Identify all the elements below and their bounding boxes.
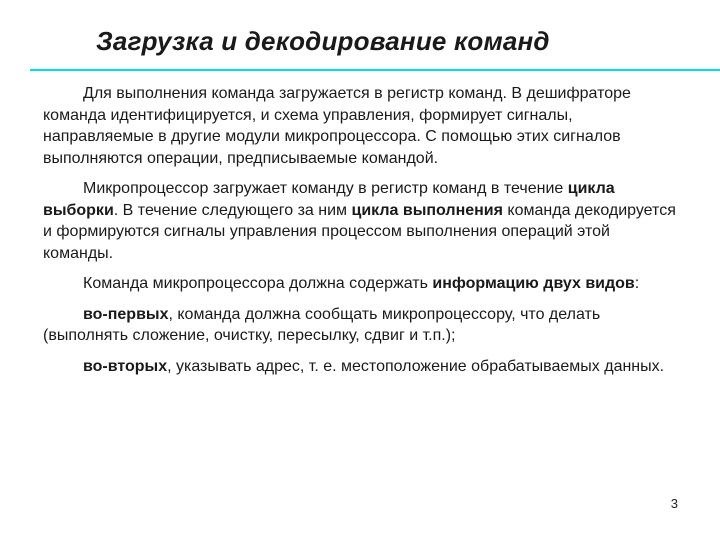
slide-title: Загрузка и декодирование команд <box>96 26 550 56</box>
paragraph-text: Для выполнения команда загружается в регистр команд. В дешифраторе команда идентифицируется, и схема управления, формирует сигналы, направляемые в другие модули микропроцессора. С помощью этих сигналов выполняются операции, предписываемые командой. <box>43 85 631 167</box>
term-two-kinds-info: информацию двух видов <box>432 275 635 292</box>
term-second: во-вторых <box>83 357 168 375</box>
paragraph-text: : <box>634 275 640 292</box>
term-first: во-первых <box>83 305 169 323</box>
page-number: 3 <box>670 496 678 511</box>
term-execute-cycle: цикла выполнения <box>351 201 503 219</box>
paragraph-first-kind <box>43 304 683 347</box>
paragraph-text: Команда микропроцессора должна содержать <box>83 275 433 292</box>
paragraph-text: . В течение следующего за ним <box>113 201 352 219</box>
paragraph-text: Микропроцессор загружает команду в регистр команд в течение <box>83 180 568 197</box>
paragraph-text: команда декодируется и формируются сигналы управления процессом выполнения операций этой команды. <box>43 201 676 262</box>
paragraph-text: , команда должна сообщать микропроцессору, что делать (выполнять сложение, очистку, пересылку, сдвиг и т.п.); <box>43 305 601 344</box>
slide-body <box>43 83 683 386</box>
paragraph-instruction-info <box>43 273 683 295</box>
paragraph-fetch-execute-cycles <box>43 178 683 264</box>
paragraph-second-kind <box>43 356 683 378</box>
paragraph-instruction-loading <box>43 83 683 169</box>
title-underline <box>30 69 720 71</box>
term-fetch-cycle: цикла выборки <box>43 180 615 219</box>
paragraph-text: , указывать адрес, т. е. местоположение обрабатываемых данных. <box>167 357 665 375</box>
